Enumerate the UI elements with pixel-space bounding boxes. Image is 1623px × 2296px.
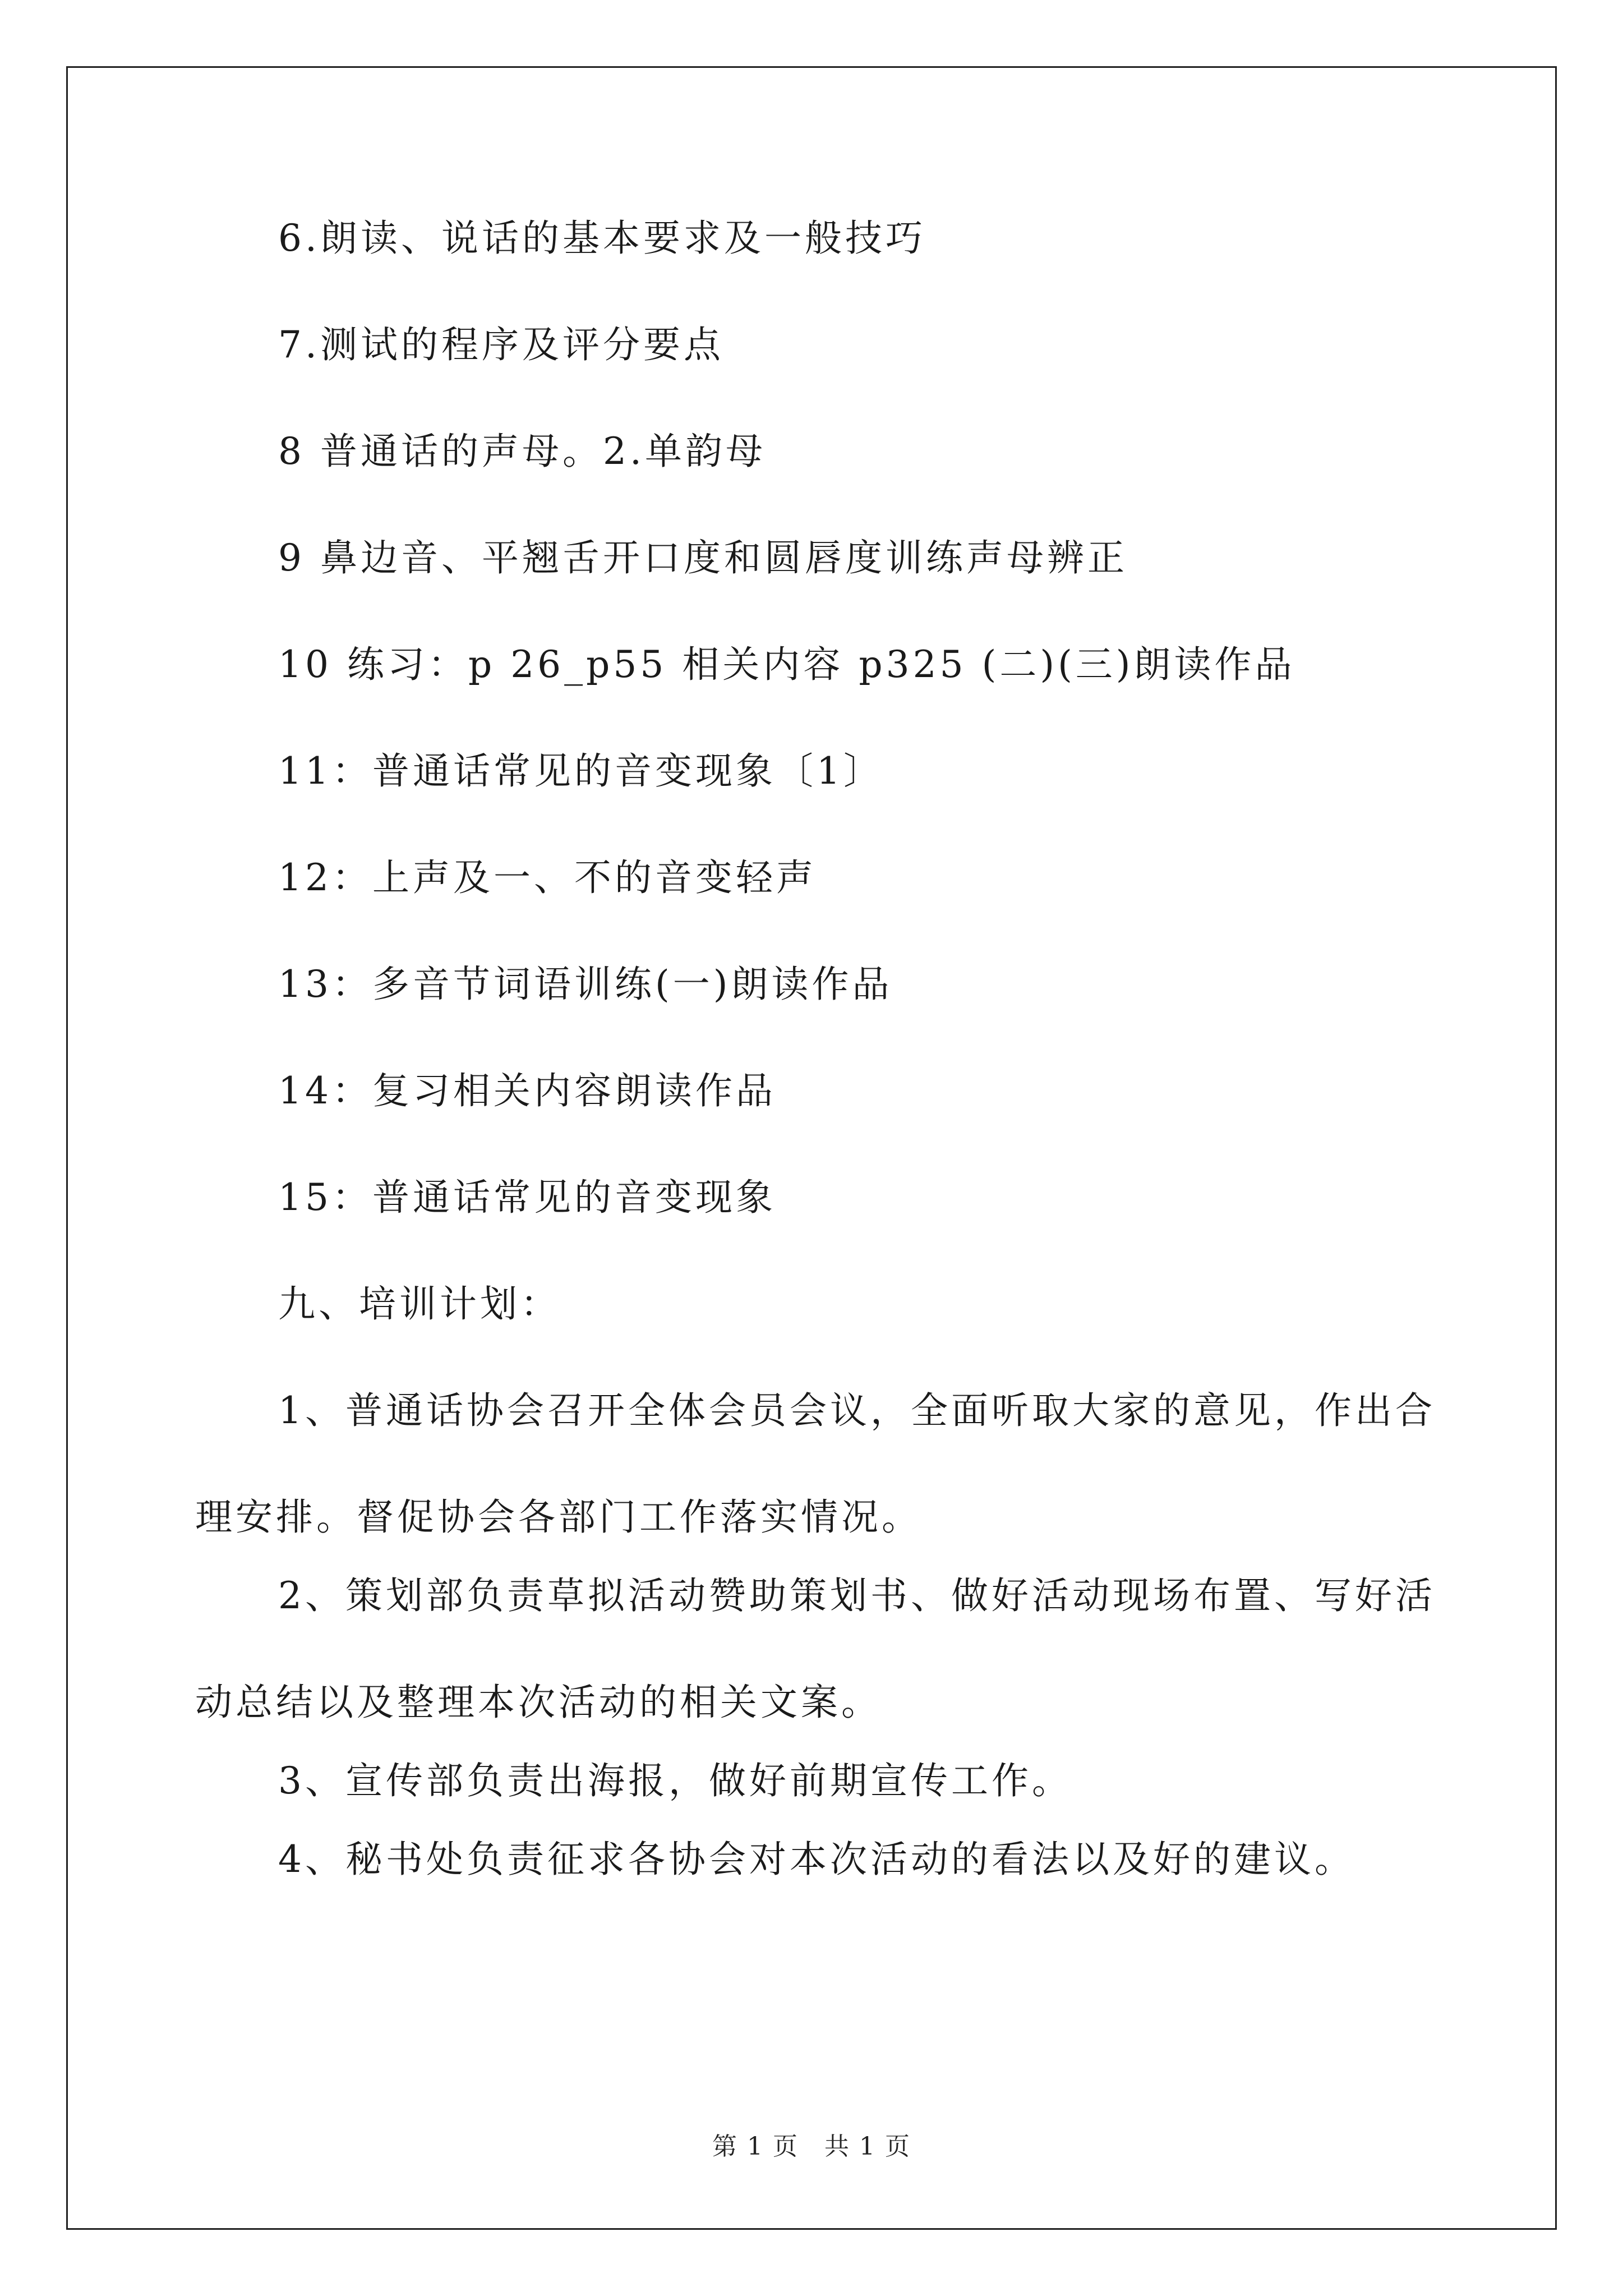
schedule-item: 8 普通话的声母。2.单韵母: [278, 430, 766, 473]
schedule-item: 7.测试的程序及评分要点: [278, 323, 724, 366]
schedule-item: 14：复习相关内容朗读作品: [278, 1069, 776, 1112]
schedule-item: 15：普通话常见的音变现象: [278, 1176, 776, 1219]
schedule-item: 6.朗读、说话的基本要求及一般技巧: [278, 217, 926, 260]
plan-paragraph: 4、秘书处负责征求各协会对本次活动的看法以及好的建议。: [278, 1838, 1355, 1881]
schedule-item: 12：上声及一、不的音变轻声: [278, 856, 817, 899]
plan-list: [195, 1358, 1446, 1913]
page-footer: 第 1 页 共 1 页: [712, 2132, 911, 2161]
schedule-list: [195, 213, 1446, 1223]
schedule-item: 9 鼻边音、平翘舌开口度和圆唇度训练声母辨正: [278, 536, 1128, 579]
schedule-item: 10 练习：p 26_p55 相关内容 p325 (二)(三)朗读作品: [278, 643, 1295, 686]
section-heading: 九、培训计划：: [278, 1282, 561, 1326]
plan-paragraph: 1、普通话协会召开全体会员会议，全面听取大家的意见，作出合理安排。督促协会各部门工作落实情况。: [195, 1389, 1436, 1539]
plan-paragraph: 2、策划部负责草拟活动赞助策划书、做好活动现场布置、写好活动总结以及整理本次活动的相关文案。: [195, 1574, 1436, 1724]
schedule-item: 11：普通话常见的音变现象〔1〕: [278, 749, 884, 793]
plan-paragraph: 3、宣传部负责出海报，做好前期宣传工作。: [278, 1759, 1072, 1802]
schedule-item: 13：多音节词语训练(一)朗读作品: [278, 963, 893, 1006]
document-body: [195, 213, 1446, 1913]
